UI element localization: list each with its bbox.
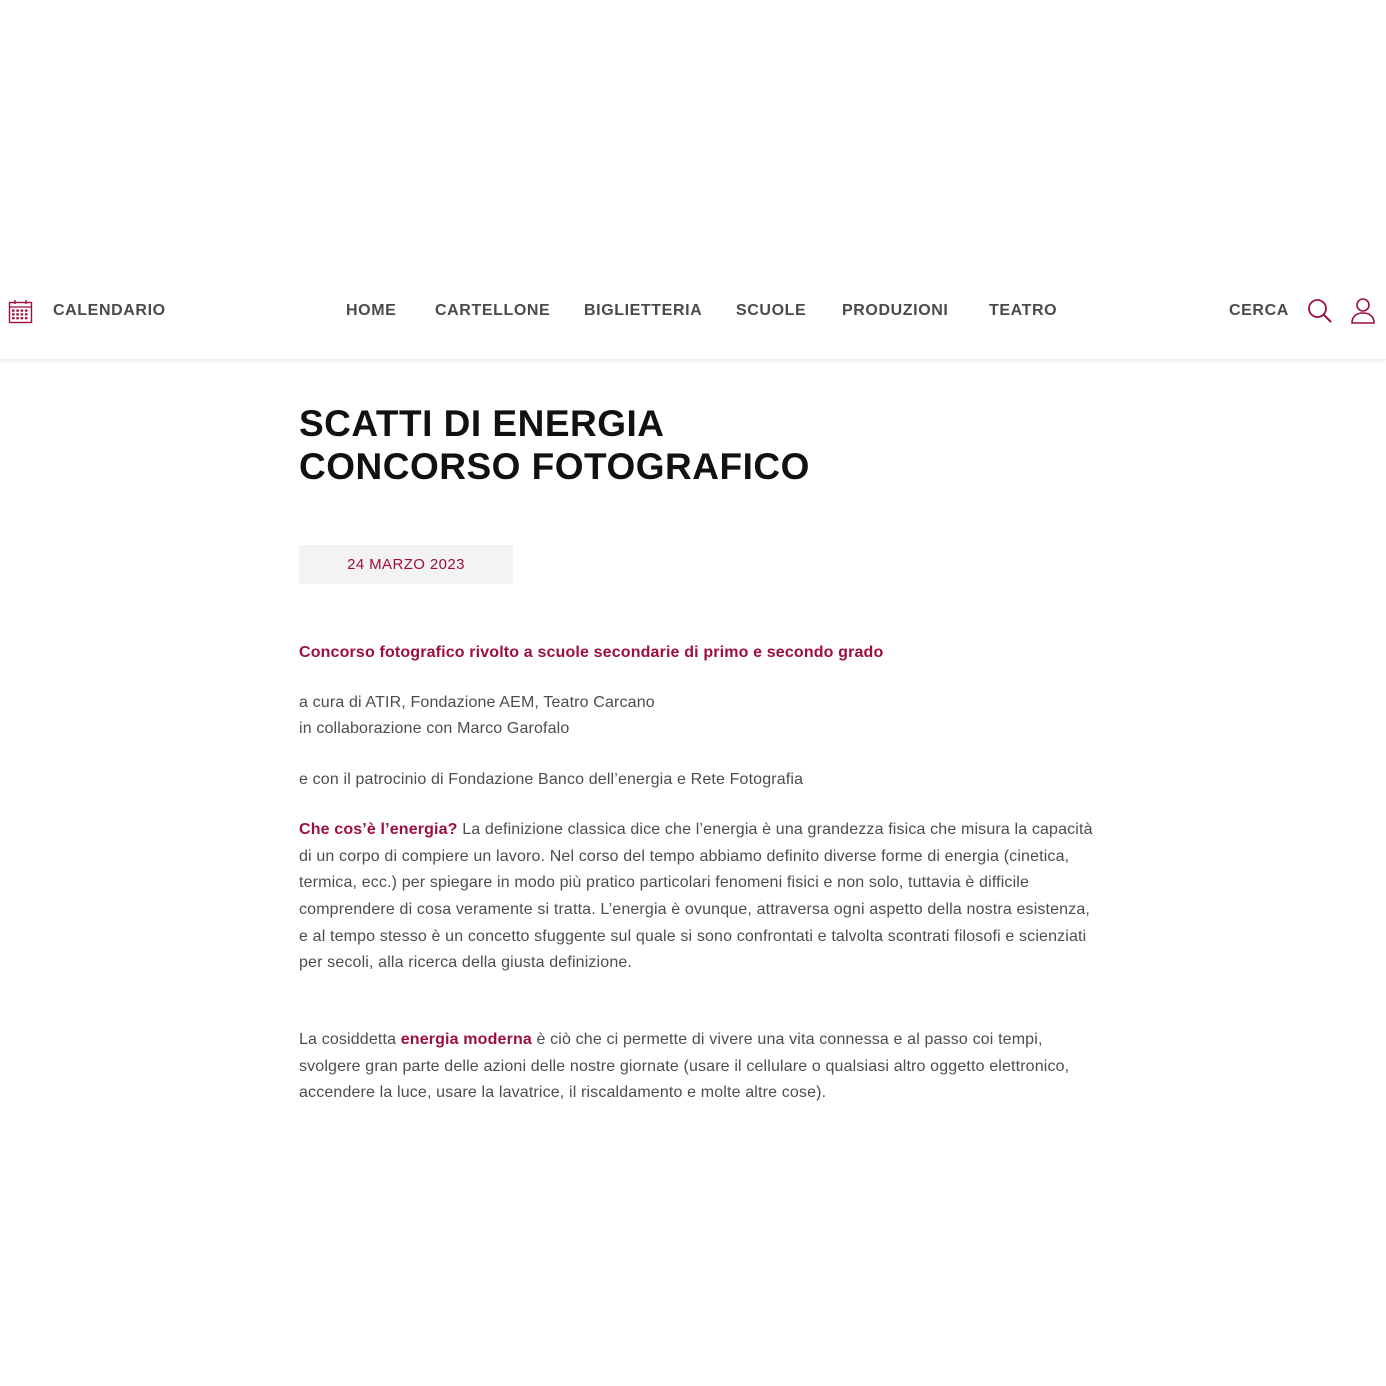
article-body <box>299 640 1099 1107</box>
nav-scuole[interactable]: SCUOLE <box>736 302 807 319</box>
title-line-1: SCATTI DI ENERGIA <box>299 403 665 444</box>
patronage: e con il patrocinio di Fondazione Banco dell’energia e Rete Fotografia <box>299 771 804 789</box>
modern-prefix: La cosiddetta <box>299 1031 401 1049</box>
nav-teatro[interactable]: TEATRO <box>989 302 1058 319</box>
blank-area <box>0 1114 1386 1386</box>
modern-energy-paragraph <box>299 1027 1099 1107</box>
calendar-link[interactable]: CALENDARIO <box>53 302 166 319</box>
nav-biglietteria[interactable]: BIGLIETTERIA <box>584 302 703 319</box>
nav-produzioni[interactable]: PRODUZIONI <box>842 302 949 319</box>
modern-energy-highlight: energia moderna <box>400 1031 532 1049</box>
credits <box>299 690 1099 743</box>
title-line-2: CONCORSO FOTOGRAFICO <box>299 446 810 487</box>
energy-definition: La definizione classica dice che l’energia è una grandezza fisica che misura la capacità di un corpo di compiere un lavoro. Nel corso del tempo abbiamo definito diverse forme di energia (cinetica, termica, ecc.) per spiegare in modo più pratico particolari fenomeni fisici e non solo, tuttavia è difficile comprendere di cosa veramente si tratta. L’energia è ovunque, attraversa ogni aspetto della nostra esistenza, e al tempo stesso è un concetto sfuggente sul quale si sono confrontati e talvolta scontrati filosofi e scienziati per secoli, alla ricerca della giusta definizione. <box>299 820 1093 972</box>
site-header <box>0 262 1386 360</box>
modern-energy-text: è ciò che ci permette di vivere una vita connessa e al passo coi tempi, svolgere gran parte delle azioni delle nostre giornate (usare il cellulare o qualsiasi altro oggetto elettronico, accendere la luce, usare la lavatrice, il riscaldamento e molte altre cose). <box>299 1031 1070 1102</box>
credits-line-1: a cura di ATIR, Fondazione AEM, Teatro Carcano <box>299 693 655 711</box>
date-badge: 24 MARZO 2023 <box>299 545 513 584</box>
page-title <box>299 402 810 488</box>
credits-line-2: in collaborazione con Marco Garofalo <box>299 720 570 738</box>
search-icon[interactable] <box>1307 298 1333 324</box>
energy-paragraph <box>299 817 1099 977</box>
energy-question: Che cos’è l’energia? <box>299 820 458 838</box>
nav-home[interactable]: HOME <box>346 302 397 319</box>
nav-cartellone[interactable]: CARTELLONE <box>435 302 551 319</box>
search-link[interactable]: CERCA <box>1229 302 1289 319</box>
user-icon[interactable] <box>1350 297 1376 325</box>
calendar-icon[interactable] <box>8 299 33 324</box>
article-subtitle: Concorso fotografico rivolto a scuole secondarie di primo e secondo grado <box>299 644 884 661</box>
